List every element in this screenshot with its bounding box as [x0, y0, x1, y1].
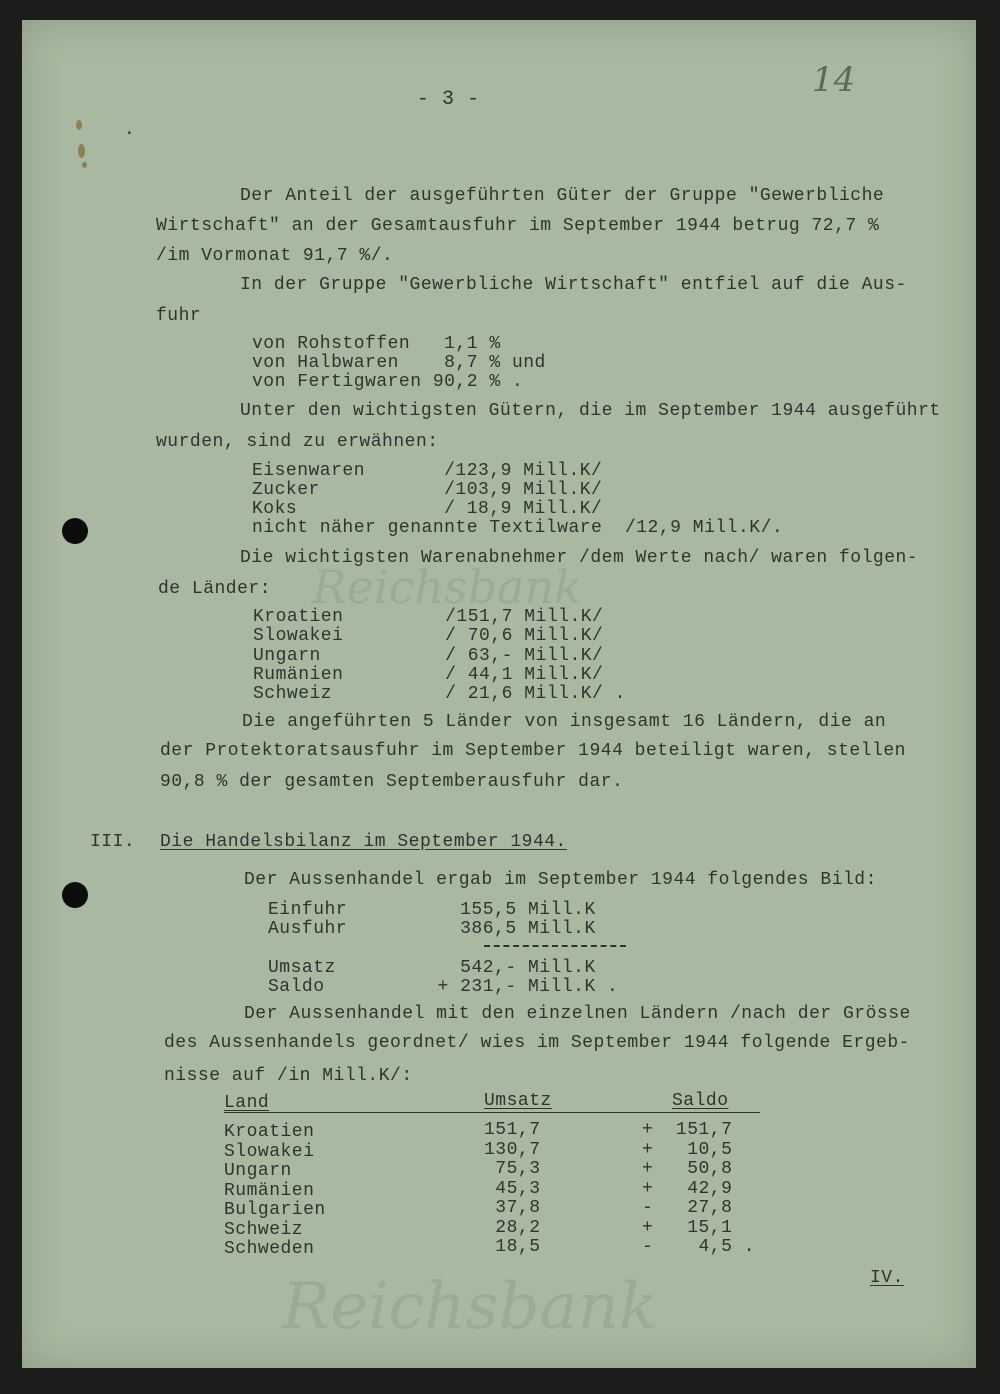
- section-heading: Die Handelsbilanz im September 1944.: [160, 832, 567, 852]
- table-cell-saldo: + 10,5: [642, 1140, 733, 1160]
- table-header-underline: [224, 1112, 760, 1113]
- paper-stain: [82, 162, 87, 168]
- table-cell-land: Ungarn: [224, 1161, 292, 1181]
- para2-item: von Fertigwaren 90,2 % .: [252, 372, 524, 392]
- section-para-line3: nisse auf /in Mill.K/:: [164, 1066, 413, 1086]
- para1-line2: Wirtschaft" an der Gesamtausfuhr im September 1944 betrug 72,7 %: [156, 216, 880, 236]
- balance-row: Einfuhr 155,5 Mill.K: [268, 900, 596, 920]
- table-cell-umsatz: 37,8: [484, 1198, 541, 1218]
- table-cell-saldo: - 4,5 .: [642, 1237, 756, 1257]
- table-cell-umsatz: 18,5: [484, 1237, 541, 1257]
- balance-total-row: Umsatz 542,- Mill.K: [268, 958, 596, 978]
- sum-rule: [484, 945, 626, 947]
- table-cell-saldo: + 50,8: [642, 1159, 733, 1179]
- para1-line3: /im Vormonat 91,7 %/.: [156, 246, 394, 266]
- paper-stain: [76, 120, 82, 130]
- section-para-line1: Der Aussenhandel mit den einzelnen Ländern /nach der Grösse: [244, 1004, 911, 1024]
- table-cell-umsatz: 75,3: [484, 1159, 541, 1179]
- para3-item: nicht näher genannte Textilware /12,9 Mill.K/.: [252, 518, 784, 538]
- para4-line2: de Länder:: [158, 579, 272, 599]
- watermark-top: Reichsbank: [312, 560, 582, 614]
- table-cell-land: Slowakei: [224, 1142, 315, 1162]
- balance-row: Ausfuhr 386,5 Mill.K: [268, 919, 596, 939]
- para1-line1: Der Anteil der ausgeführten Güter der Gruppe "Gewerbliche: [240, 186, 885, 206]
- para2-line1: In der Gruppe "Gewerbliche Wirtschaft" entfiel auf die Aus-: [240, 275, 907, 295]
- table-cell-saldo: + 42,9: [642, 1179, 733, 1199]
- table-cell-umsatz: 130,7: [484, 1140, 541, 1160]
- table-header-saldo: Saldo: [672, 1091, 729, 1111]
- bullet-dot: .: [124, 120, 136, 140]
- table-cell-saldo: + 151,7: [642, 1120, 733, 1140]
- table-cell-land: Bulgarien: [224, 1200, 326, 1220]
- table-cell-land: Schweiz: [224, 1220, 304, 1240]
- section-intro: Der Aussenhandel ergab im September 1944 folgendes Bild:: [244, 870, 877, 890]
- page-number: - 3 -: [417, 88, 480, 111]
- table-cell-saldo: + 15,1: [642, 1218, 733, 1238]
- para5-line1: Die angeführten 5 Länder von insgesamt 16 Ländern, die an: [242, 712, 887, 732]
- table-cell-land: Kroatien: [224, 1122, 315, 1142]
- next-section-marker: IV.: [870, 1268, 904, 1288]
- para4-item: Slowakei / 70,6 Mill.K/: [253, 626, 604, 646]
- table-cell-saldo: - 27,8: [642, 1198, 733, 1218]
- para3-item: Koks / 18,9 Mill.K/: [252, 499, 603, 519]
- para4-item: Kroatien /151,7 Mill.K/: [253, 607, 604, 627]
- para3-line2: wurden, sind zu erwähnen:: [156, 432, 439, 452]
- para4-item: Rumänien / 44,1 Mill.K/: [253, 665, 604, 685]
- table-cell-umsatz: 45,3: [484, 1179, 541, 1199]
- para5-line2: der Protektoratsausfuhr im September 1944 beteiligt waren, stellen: [160, 741, 906, 761]
- para3-item: Eisenwaren /123,9 Mill.K/: [252, 461, 603, 481]
- para4-item: Ungarn / 63,- Mill.K/: [253, 646, 604, 666]
- para2-line2: fuhr: [156, 306, 202, 326]
- table-header-umsatz: Umsatz: [484, 1091, 552, 1111]
- para3-line1: Unter den wichtigsten Gütern, die im September 1944 ausgeführt: [240, 401, 941, 421]
- section-para-line2: des Aussenhandels geordnet/ wies im September 1944 folgende Ergeb-: [164, 1033, 910, 1053]
- punch-hole: [62, 518, 88, 544]
- para2-item: von Halbwaren 8,7 % und: [252, 353, 546, 373]
- table-cell-land: Rumänien: [224, 1181, 315, 1201]
- paper-stain: [78, 144, 85, 158]
- handwritten-folio-number: 14: [812, 60, 856, 100]
- table-cell-land: Schweden: [224, 1239, 315, 1259]
- para2-item: von Rohstoffen 1,1 %: [252, 334, 501, 354]
- table-cell-umsatz: 28,2: [484, 1218, 541, 1238]
- para4-item: Schweiz / 21,6 Mill.K/ .: [253, 684, 626, 704]
- section-number: III.: [90, 832, 136, 852]
- para4-line1: Die wichtigsten Warenabnehmer /dem Werte nach/ waren folgen-: [240, 548, 919, 568]
- para5-line3: 90,8 % der gesamten Septemberausfuhr dar.: [160, 772, 624, 792]
- table-cell-umsatz: 151,7: [484, 1120, 541, 1140]
- document-page: [22, 20, 976, 1368]
- balance-total-row: Saldo + 231,- Mill.K .: [268, 977, 619, 997]
- punch-hole: [62, 882, 88, 908]
- watermark-bottom: Reichsbank: [282, 1270, 658, 1344]
- para3-item: Zucker /103,9 Mill.K/: [252, 480, 603, 500]
- table-header-land: Land: [224, 1093, 270, 1113]
